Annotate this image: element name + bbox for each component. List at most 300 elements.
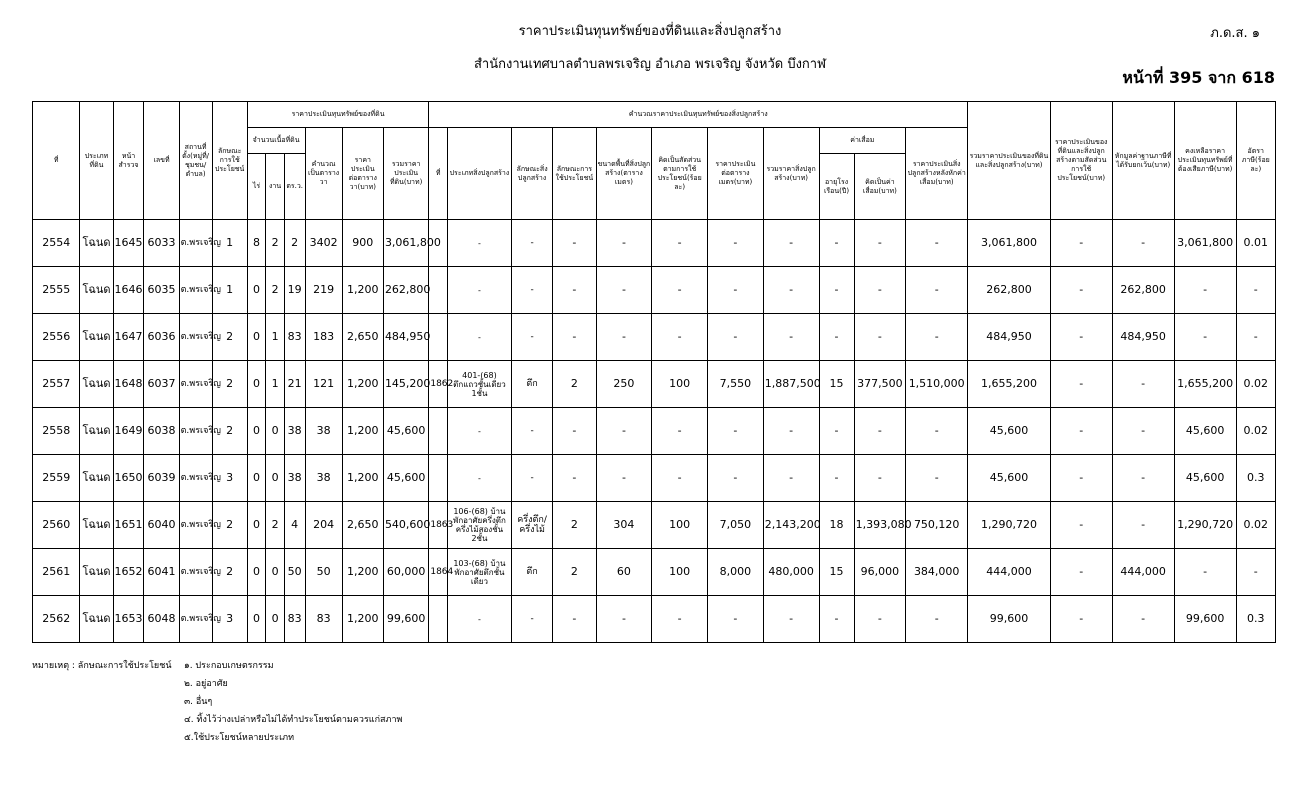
cell-building-total: -	[763, 455, 819, 502]
assessment-table	[32, 101, 1276, 643]
cell-land-total: 145,200	[383, 361, 428, 408]
cell-building-type: 103-(68) บ้านพักอาศัยตึกชั้นเดียว	[447, 549, 511, 596]
cell-building-ratio: -	[652, 455, 708, 502]
cell-ngan: 0	[266, 549, 285, 596]
cell-building-type: -	[447, 267, 511, 314]
col-grand-total: รวมราคาประเมินของที่ดินและสิ่งปลูกสร้าง(บาท)	[968, 102, 1051, 220]
cell-doc-no: 6037	[144, 361, 179, 408]
cell-usage: 2	[212, 314, 247, 361]
cell-ngan: 0	[266, 596, 285, 643]
cell-exempt: -	[1112, 455, 1174, 502]
cell-tax-rate: -	[1236, 314, 1275, 361]
cell-building-ratio: -	[652, 267, 708, 314]
cell-building-no	[429, 408, 448, 455]
col-land-type: ประเภทที่ดิน	[80, 102, 113, 220]
note-item-2: ๒. อยู่อาศัย	[184, 679, 228, 689]
col-land-total: รวมราคาประเมินที่ดิน(บาท)	[383, 128, 428, 220]
cell-grand-total: 1,290,720	[968, 502, 1051, 549]
cell-taxable: 45,600	[1174, 408, 1236, 455]
cell-building-ratio: 100	[652, 549, 708, 596]
cell-land-total: 3,061,800	[383, 220, 428, 267]
cell-building-ratio: 100	[652, 502, 708, 549]
cell-tax-rate: 0.02	[1236, 361, 1275, 408]
col-price-per-sqm: ราคาประเมินต่อตารางเมตร(บาท)	[708, 128, 764, 220]
cell-building-area: -	[596, 455, 652, 502]
cell-building-no	[429, 455, 448, 502]
cell-wa: 21	[284, 361, 305, 408]
cell-rai: 8	[247, 220, 266, 267]
col-group-land: ราคาประเมินทุนทรัพย์ของที่ดิน	[247, 102, 429, 128]
cell-building-type: -	[447, 455, 511, 502]
cell-grand-total: 3,061,800	[968, 220, 1051, 267]
cell-building-area: -	[596, 267, 652, 314]
cell-building-area: -	[596, 596, 652, 643]
cell-exempt: -	[1112, 502, 1174, 549]
cell-price-per-sqm: -	[708, 314, 764, 361]
table-row	[33, 549, 1276, 596]
table-body	[33, 220, 1276, 643]
cell-price-per-sqm: -	[708, 220, 764, 267]
cell-rai: 0	[247, 502, 266, 549]
cell-building-age: -	[819, 596, 854, 643]
cell-no: 2561	[33, 549, 80, 596]
note-item-1: ๑. ประกอบเกษตรกรรม	[184, 661, 274, 671]
cell-wa: 2	[284, 220, 305, 267]
cell-building-ratio: -	[652, 408, 708, 455]
cell-building-age: -	[819, 408, 854, 455]
cell-land-type: โฉนด	[80, 502, 113, 549]
cell-survey-page: 1653	[113, 596, 144, 643]
cell-area-sqwa: 38	[305, 408, 342, 455]
cell-land-type: โฉนด	[80, 408, 113, 455]
cell-building-total: -	[763, 314, 819, 361]
cell-no: 2562	[33, 596, 80, 643]
document-title: ราคาประเมินทุนทรัพย์ของที่ดินและสิ่งปลูกสร้าง	[518, 24, 782, 39]
col-group-depreciation: ค่าเสื่อม	[819, 128, 906, 154]
cell-building-total: 480,000	[763, 549, 819, 596]
cell-ratio-value: -	[1050, 220, 1112, 267]
cell-no: 2558	[33, 408, 80, 455]
cell-after-depreciation: -	[906, 314, 968, 361]
cell-tax-rate: -	[1236, 267, 1275, 314]
cell-exempt: -	[1112, 596, 1174, 643]
note-item-4: ๔. ทิ้งไว้ว่างเปล่าหรือไม่ได้ทำประโยชน์ตามควรแก่สภาพ	[184, 715, 403, 725]
cell-grand-total: 262,800	[968, 267, 1051, 314]
cell-building-total: 2,143,200	[763, 502, 819, 549]
cell-building-usage: 2	[553, 502, 596, 549]
cell-after-depreciation: 384,000	[906, 549, 968, 596]
cell-land-type: โฉนด	[80, 220, 113, 267]
notes-label: หมายเหตุ : ลักษณะการใช้ประโยชน์	[32, 661, 172, 671]
table-row	[33, 408, 1276, 455]
cell-area-sqwa: 83	[305, 596, 342, 643]
cell-ngan: 0	[266, 455, 285, 502]
col-taxable: คงเหลือราคาประเมินทุนทรัพย์ที่ต้องเสียภาษี(บาท)	[1174, 102, 1236, 220]
cell-area-sqwa: 3402	[305, 220, 342, 267]
cell-land-total: 540,600	[383, 502, 428, 549]
cell-ratio-value: -	[1050, 361, 1112, 408]
cell-building-no	[429, 267, 448, 314]
cell-taxable: 99,600	[1174, 596, 1236, 643]
table-row	[33, 361, 1276, 408]
cell-rai: 0	[247, 455, 266, 502]
cell-doc-no: 6048	[144, 596, 179, 643]
cell-ngan: 0	[266, 408, 285, 455]
cell-building-type: -	[447, 314, 511, 361]
cell-doc-no: 6039	[144, 455, 179, 502]
cell-area-sqwa: 38	[305, 455, 342, 502]
cell-no: 2555	[33, 267, 80, 314]
cell-location: ต.พรเจริญ	[179, 549, 212, 596]
cell-exempt: 262,800	[1112, 267, 1174, 314]
cell-building-usage: -	[553, 267, 596, 314]
col-ngan: งาน	[266, 154, 285, 220]
cell-area-sqwa: 50	[305, 549, 342, 596]
cell-tax-rate: 0.02	[1236, 502, 1275, 549]
col-no: ที่	[33, 102, 80, 220]
cell-depreciation: 96,000	[854, 549, 906, 596]
cell-exempt: -	[1112, 361, 1174, 408]
cell-building-usage: -	[553, 220, 596, 267]
cell-building-kind: -	[511, 455, 552, 502]
cell-taxable: -	[1174, 314, 1236, 361]
col-after-depreciation: ราคาประเมินสิ่งปลูกสร้างหลังหักค่าเสื่อม(บาท)	[906, 128, 968, 220]
cell-location: ต.พรเจริญ	[179, 220, 212, 267]
cell-location: ต.พรเจริญ	[179, 596, 212, 643]
cell-price-per-sqm: -	[708, 596, 764, 643]
cell-price-per-sqm: -	[708, 455, 764, 502]
cell-depreciation: -	[854, 267, 906, 314]
col-building-kind: ลักษณะสิ่งปลูกสร้าง	[511, 128, 552, 220]
cell-building-type: 401-(68) ตึกแถวชั้นเดียว 1ชั้น	[447, 361, 511, 408]
cell-location: ต.พรเจริญ	[179, 314, 212, 361]
cell-price-per-wa: 1,200	[342, 267, 383, 314]
form-code: ภ.ด.ส. ๑	[1210, 26, 1260, 41]
cell-land-total: 484,950	[383, 314, 428, 361]
cell-tax-rate: 0.3	[1236, 455, 1275, 502]
cell-building-ratio: -	[652, 314, 708, 361]
cell-building-usage: -	[553, 314, 596, 361]
cell-building-kind: -	[511, 314, 552, 361]
document-subtitle: สำนักงานเทศบาลตำบลพรเจริญ อำเภอ พรเจริญ จังหวัด บึงกาฬ	[473, 57, 826, 72]
cell-building-kind: -	[511, 267, 552, 314]
cell-rai: 0	[247, 408, 266, 455]
cell-taxable: 45,600	[1174, 455, 1236, 502]
cell-taxable: 3,061,800	[1174, 220, 1236, 267]
cell-exempt: 444,000	[1112, 549, 1174, 596]
cell-price-per-sqm: 8,000	[708, 549, 764, 596]
col-building-age: อายุโรงเรือน(ปี)	[819, 154, 854, 220]
cell-tax-rate: 0.02	[1236, 408, 1275, 455]
cell-building-no	[429, 314, 448, 361]
cell-grand-total: 45,600	[968, 408, 1051, 455]
cell-doc-no: 6035	[144, 267, 179, 314]
cell-ngan: 1	[266, 361, 285, 408]
cell-price-per-wa: 1,200	[342, 596, 383, 643]
cell-price-per-sqm: 7,050	[708, 502, 764, 549]
cell-ratio-value: -	[1050, 549, 1112, 596]
cell-building-no	[429, 596, 448, 643]
cell-price-per-sqm: -	[708, 267, 764, 314]
col-survey-page: หน้าสำรวจ	[113, 102, 144, 220]
cell-price-per-wa: 1,200	[342, 361, 383, 408]
cell-building-type: -	[447, 408, 511, 455]
col-wa: ตร.ว.	[284, 154, 305, 220]
cell-wa: 83	[284, 314, 305, 361]
cell-land-total: 99,600	[383, 596, 428, 643]
cell-survey-page: 1651	[113, 502, 144, 549]
cell-building-age: 15	[819, 361, 854, 408]
col-ratio-value: ราคาประเมินของที่ดินและสิ่งปลูกสร้างตามสัดส่วนการใช้ประโยชน์(บาท)	[1050, 102, 1112, 220]
cell-after-depreciation: 750,120	[906, 502, 968, 549]
cell-depreciation: -	[854, 596, 906, 643]
cell-land-total: 262,800	[383, 267, 428, 314]
cell-price-per-wa: 1,200	[342, 455, 383, 502]
cell-survey-page: 1646	[113, 267, 144, 314]
cell-building-type: -	[447, 220, 511, 267]
cell-area-sqwa: 219	[305, 267, 342, 314]
col-group-building: คำนวณราคาประเมินทุนทรัพย์ของสิ่งปลูกสร้าง	[429, 102, 968, 128]
cell-after-depreciation: -	[906, 596, 968, 643]
cell-land-type: โฉนด	[80, 455, 113, 502]
col-rai: ไร่	[247, 154, 266, 220]
cell-grand-total: 99,600	[968, 596, 1051, 643]
cell-exempt: -	[1112, 220, 1174, 267]
cell-land-total: 45,600	[383, 408, 428, 455]
cell-survey-page: 1647	[113, 314, 144, 361]
col-doc-no: เลขที่	[144, 102, 179, 220]
cell-after-depreciation: 1,510,000	[906, 361, 968, 408]
cell-building-area: -	[596, 408, 652, 455]
cell-location: ต.พรเจริญ	[179, 361, 212, 408]
cell-grand-total: 45,600	[968, 455, 1051, 502]
cell-rai: 0	[247, 361, 266, 408]
cell-land-type: โฉนด	[80, 267, 113, 314]
cell-wa: 38	[284, 455, 305, 502]
cell-usage: 2	[212, 408, 247, 455]
cell-building-kind: ตึก	[511, 549, 552, 596]
cell-building-kind: -	[511, 408, 552, 455]
cell-building-kind: ครึ่งตึก/ครึ่งไม้	[511, 502, 552, 549]
cell-building-total: -	[763, 267, 819, 314]
cell-land-type: โฉนด	[80, 314, 113, 361]
cell-doc-no: 6040	[144, 502, 179, 549]
cell-ratio-value: -	[1050, 408, 1112, 455]
cell-land-total: 45,600	[383, 455, 428, 502]
cell-depreciation: -	[854, 220, 906, 267]
cell-building-total: 1,887,500	[763, 361, 819, 408]
cell-building-total: -	[763, 596, 819, 643]
cell-rai: 0	[247, 267, 266, 314]
cell-building-usage: 2	[553, 549, 596, 596]
cell-ngan: 2	[266, 267, 285, 314]
cell-building-type: 106-(68) บ้านพักอาศัยครึ่งตึกครึ่งไม้สองชั้น 2ชั้น	[447, 502, 511, 549]
cell-ngan: 2	[266, 502, 285, 549]
cell-taxable: 1,290,720	[1174, 502, 1236, 549]
cell-building-usage: -	[553, 455, 596, 502]
cell-price-per-wa: 2,650	[342, 502, 383, 549]
cell-building-kind: -	[511, 220, 552, 267]
cell-building-total: -	[763, 408, 819, 455]
cell-building-no: 1863	[429, 502, 448, 549]
cell-land-type: โฉนด	[80, 596, 113, 643]
col-location: สถานที่ตั้ง(หมู่ที่/ชุมชน/ตำบล)	[179, 102, 212, 220]
cell-usage: 3	[212, 596, 247, 643]
cell-price-per-wa: 1,200	[342, 408, 383, 455]
cell-area-sqwa: 204	[305, 502, 342, 549]
cell-area-sqwa: 121	[305, 361, 342, 408]
col-building-usage: ลักษณะการใช้ประโยชน์	[553, 128, 596, 220]
cell-depreciation: -	[854, 455, 906, 502]
cell-ngan: 1	[266, 314, 285, 361]
cell-survey-page: 1649	[113, 408, 144, 455]
cell-building-total: -	[763, 220, 819, 267]
col-tax-rate: อัตราภาษี(ร้อยละ)	[1236, 102, 1275, 220]
cell-price-per-sqm: -	[708, 408, 764, 455]
col-building-ratio: คิดเป็นสัดส่วนตามการใช้ประโยชน์(ร้อยละ)	[652, 128, 708, 220]
cell-doc-no: 6033	[144, 220, 179, 267]
cell-ratio-value: -	[1050, 455, 1112, 502]
cell-location: ต.พรเจริญ	[179, 455, 212, 502]
cell-survey-page: 1650	[113, 455, 144, 502]
cell-tax-rate: -	[1236, 549, 1275, 596]
cell-grand-total: 444,000	[968, 549, 1051, 596]
col-building-no: ที่	[429, 128, 448, 220]
cell-land-type: โฉนด	[80, 361, 113, 408]
cell-usage: 1	[212, 220, 247, 267]
col-price-per-wa: ราคาประเมินต่อตารางวา(บาท)	[342, 128, 383, 220]
cell-rai: 0	[247, 596, 266, 643]
cell-building-kind: -	[511, 596, 552, 643]
cell-wa: 38	[284, 408, 305, 455]
cell-survey-page: 1652	[113, 549, 144, 596]
cell-land-total: 60,000	[383, 549, 428, 596]
cell-no: 2559	[33, 455, 80, 502]
col-building-area: ขนาดพื้นที่สิ่งปลูกสร้าง(ตารางเมตร)	[596, 128, 652, 220]
cell-building-ratio: -	[652, 596, 708, 643]
cell-ratio-value: -	[1050, 596, 1112, 643]
cell-location: ต.พรเจริญ	[179, 408, 212, 455]
cell-usage: 2	[212, 361, 247, 408]
cell-wa: 50	[284, 549, 305, 596]
cell-building-usage: -	[553, 596, 596, 643]
cell-ratio-value: -	[1050, 314, 1112, 361]
cell-building-age: -	[819, 455, 854, 502]
cell-after-depreciation: -	[906, 267, 968, 314]
col-group-area: จำนวนเนื้อที่ดิน	[247, 128, 305, 154]
cell-building-type: -	[447, 596, 511, 643]
cell-land-type: โฉนด	[80, 549, 113, 596]
cell-after-depreciation: -	[906, 455, 968, 502]
cell-exempt: -	[1112, 408, 1174, 455]
cell-price-per-wa: 1,200	[342, 549, 383, 596]
col-depreciation-amount: คิดเป็นค่าเสื่อม(บาท)	[854, 154, 906, 220]
col-building-type: ประเภทสิ่งปลูกสร้าง	[447, 128, 511, 220]
cell-building-area: 304	[596, 502, 652, 549]
cell-building-no: 1864	[429, 549, 448, 596]
cell-building-age: -	[819, 267, 854, 314]
cell-usage: 2	[212, 502, 247, 549]
cell-building-kind: ตึก	[511, 361, 552, 408]
cell-rai: 0	[247, 549, 266, 596]
cell-taxable: -	[1174, 549, 1236, 596]
col-usage: ลักษณะการใช้ประโยชน์	[212, 102, 247, 220]
cell-survey-page: 1645	[113, 220, 144, 267]
cell-building-ratio: -	[652, 220, 708, 267]
cell-depreciation: -	[854, 408, 906, 455]
cell-no: 2556	[33, 314, 80, 361]
note-item-5: ๕.ใช้ประโยชน์หลายประเภท	[184, 733, 295, 743]
cell-exempt: 484,950	[1112, 314, 1174, 361]
cell-usage: 1	[212, 267, 247, 314]
cell-location: ต.พรเจริญ	[179, 267, 212, 314]
cell-wa: 4	[284, 502, 305, 549]
cell-price-per-wa: 900	[342, 220, 383, 267]
cell-grand-total: 1,655,200	[968, 361, 1051, 408]
table-row	[33, 502, 1276, 549]
cell-usage: 3	[212, 455, 247, 502]
cell-taxable: -	[1174, 267, 1236, 314]
page-indicator: หน้าที่ 395 จาก 618	[1122, 68, 1275, 87]
cell-wa: 19	[284, 267, 305, 314]
cell-rai: 0	[247, 314, 266, 361]
cell-building-ratio: 100	[652, 361, 708, 408]
col-building-total: รวมราคาสิ่งปลูกสร้าง(บาท)	[763, 128, 819, 220]
cell-depreciation: -	[854, 314, 906, 361]
cell-doc-no: 6041	[144, 549, 179, 596]
cell-tax-rate: 0.3	[1236, 596, 1275, 643]
cell-building-age: 15	[819, 549, 854, 596]
table-row	[33, 267, 1276, 314]
cell-price-per-sqm: 7,550	[708, 361, 764, 408]
cell-building-age: -	[819, 220, 854, 267]
cell-after-depreciation: -	[906, 408, 968, 455]
col-exempt: หักมูลค่าฐานภาษีที่ได้รับยกเว้น(บาท)	[1112, 102, 1174, 220]
table-row	[33, 314, 1276, 361]
cell-building-area: 60	[596, 549, 652, 596]
table-row	[33, 596, 1276, 643]
cell-price-per-wa: 2,650	[342, 314, 383, 361]
cell-building-area: 250	[596, 361, 652, 408]
cell-usage: 2	[212, 549, 247, 596]
col-area-sqwa: คำนวณเป็นตารางวา	[305, 128, 342, 220]
cell-ngan: 2	[266, 220, 285, 267]
cell-building-area: -	[596, 314, 652, 361]
cell-depreciation: 1,393,080	[854, 502, 906, 549]
cell-no: 2554	[33, 220, 80, 267]
cell-no: 2560	[33, 502, 80, 549]
cell-no: 2557	[33, 361, 80, 408]
cell-building-area: -	[596, 220, 652, 267]
cell-wa: 83	[284, 596, 305, 643]
cell-building-age: -	[819, 314, 854, 361]
cell-tax-rate: 0.01	[1236, 220, 1275, 267]
cell-building-usage: 2	[553, 361, 596, 408]
cell-building-age: 18	[819, 502, 854, 549]
cell-area-sqwa: 183	[305, 314, 342, 361]
cell-after-depreciation: -	[906, 220, 968, 267]
table-row	[33, 455, 1276, 502]
cell-survey-page: 1648	[113, 361, 144, 408]
cell-building-no: 1862	[429, 361, 448, 408]
cell-depreciation: 377,500	[854, 361, 906, 408]
cell-ratio-value: -	[1050, 267, 1112, 314]
cell-taxable: 1,655,200	[1174, 361, 1236, 408]
cell-building-usage: -	[553, 408, 596, 455]
cell-location: ต.พรเจริญ	[179, 502, 212, 549]
table-row	[33, 220, 1276, 267]
cell-grand-total: 484,950	[968, 314, 1051, 361]
